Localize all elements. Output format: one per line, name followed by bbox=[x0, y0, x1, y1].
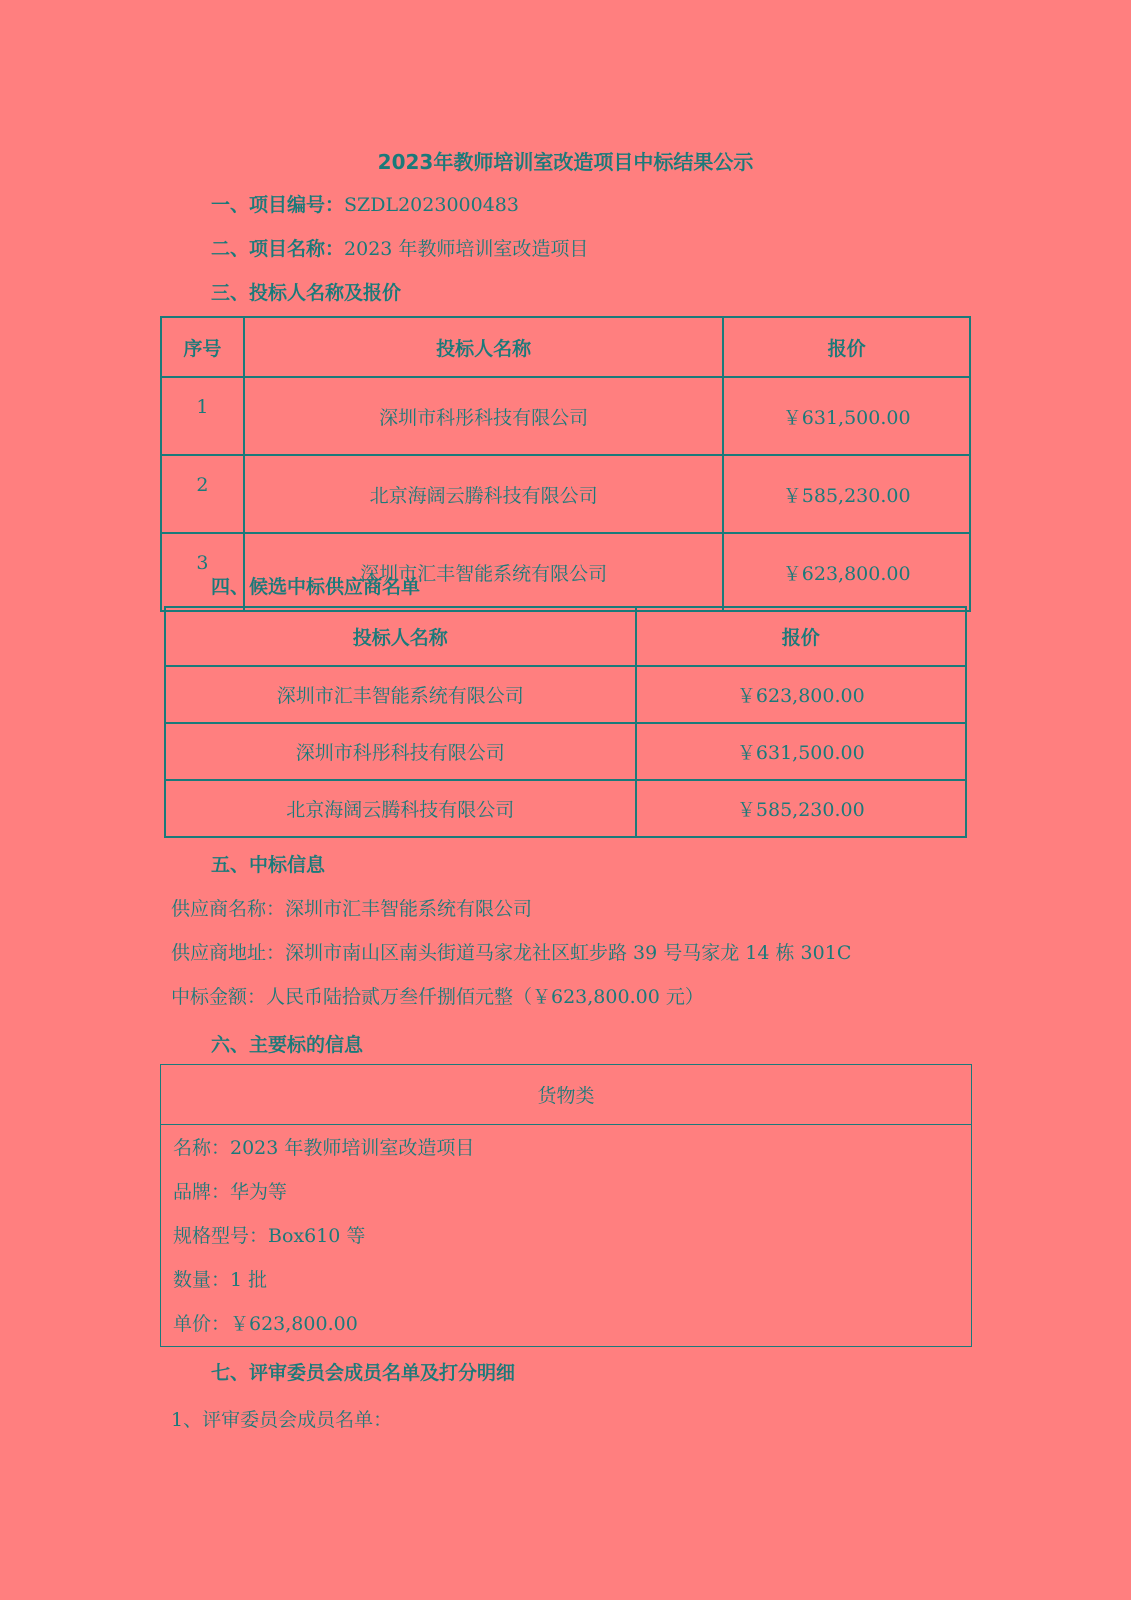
subject-info-box bbox=[160, 1064, 972, 1347]
seq-cell: 1 bbox=[161, 377, 244, 455]
header-seq: 序号 bbox=[161, 317, 244, 377]
price-cell: ￥631,500.00 bbox=[636, 723, 966, 780]
subject-unit-price: 单价：￥623,800.00 bbox=[173, 1313, 358, 1335]
award-amount: 中标金额：人民币陆拾贰万叁仟捌佰元整（￥623,800.00 元） bbox=[171, 986, 704, 1008]
candidates-table bbox=[164, 606, 967, 838]
table-row bbox=[165, 723, 966, 780]
project-name-label: 二、项目名称： bbox=[211, 238, 345, 260]
project-code bbox=[211, 190, 519, 217]
project-code-label: 一、项目编号： bbox=[211, 194, 345, 216]
subject-model: 规格型号：Box610 等 bbox=[173, 1225, 366, 1247]
bidder-name-cell: 深圳市汇丰智能系统有限公司 bbox=[165, 666, 636, 723]
supplier-address: 供应商地址：深圳市南山区南头街道马家龙社区虹步路 39 号马家龙 14 栋 301C bbox=[171, 942, 852, 964]
table-row bbox=[165, 780, 966, 837]
bidder-name-cell: 深圳市汇丰智能系统有限公司 bbox=[244, 533, 724, 611]
bidder-name-cell: 深圳市科彤科技有限公司 bbox=[244, 377, 724, 455]
section3-heading: 三、投标人名称及报价 bbox=[211, 282, 402, 304]
subject-quantity: 数量：1 批 bbox=[173, 1269, 268, 1291]
bidder-name-cell: 北京海阔云腾科技有限公司 bbox=[244, 455, 724, 533]
table-row bbox=[161, 377, 970, 455]
price-cell: ￥623,800.00 bbox=[636, 666, 966, 723]
subject-category: 货物类 bbox=[161, 1065, 971, 1125]
committee-intro: 1、评审委员会成员名单： bbox=[171, 1409, 393, 1431]
section6-heading: 六、主要标的信息 bbox=[211, 1034, 364, 1056]
project-name bbox=[211, 234, 588, 261]
seq-cell: 2 bbox=[161, 455, 244, 533]
price-cell: ￥623,800.00 bbox=[723, 533, 970, 611]
bidder-name-cell: 北京海阔云腾科技有限公司 bbox=[165, 780, 636, 837]
section5-heading: 五、中标信息 bbox=[211, 854, 326, 876]
seq-cell: 3 bbox=[161, 533, 244, 611]
subject-name: 名称：2023 年教师培训室改造项目 bbox=[173, 1137, 475, 1159]
section7-heading: 七、评审委员会成员名单及打分明细 bbox=[211, 1362, 516, 1384]
price-cell: ￥585,230.00 bbox=[723, 455, 970, 533]
table-row bbox=[165, 666, 966, 723]
supplier-name: 供应商名称：深圳市汇丰智能系统有限公司 bbox=[171, 898, 533, 920]
table-row bbox=[161, 455, 970, 533]
header-bidder-name: 投标人名称 bbox=[165, 607, 636, 666]
project-code-value: SZDL2023000483 bbox=[344, 194, 519, 216]
candidates-header-row bbox=[165, 607, 966, 666]
header-price: 报价 bbox=[723, 317, 970, 377]
price-cell: ￥631,500.00 bbox=[723, 377, 970, 455]
section4-heading: 四、候选中标供应商名单 bbox=[211, 576, 421, 598]
subject-brand: 品牌：华为等 bbox=[173, 1181, 288, 1203]
header-bidder-name: 投标人名称 bbox=[244, 317, 724, 377]
bidders-header-row bbox=[161, 317, 970, 377]
header-price: 报价 bbox=[636, 607, 966, 666]
bidder-name-cell: 深圳市科彤科技有限公司 bbox=[165, 723, 636, 780]
page-title: 2023年教师培训室改造项目中标结果公示 bbox=[377, 150, 754, 174]
bidders-table bbox=[160, 316, 971, 612]
price-cell: ￥585,230.00 bbox=[636, 780, 966, 837]
project-name-value: 2023 年教师培训室改造项目 bbox=[344, 238, 589, 260]
